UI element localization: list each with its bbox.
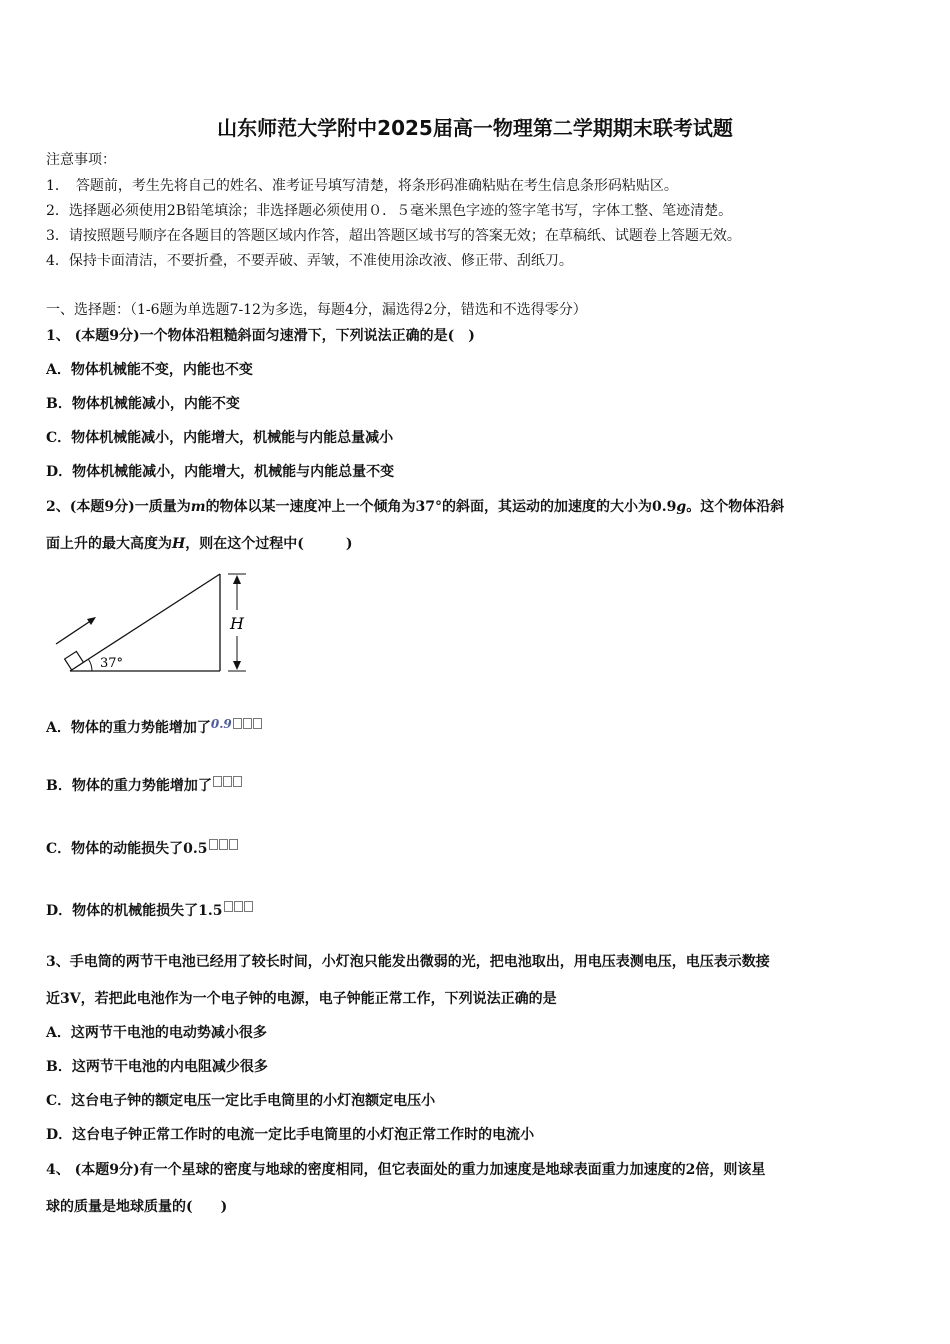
q3-option-d: D．这台电子钟正常工作时的电流一定比手电筒里的小灯泡正常工作时的电流小: [46, 1127, 535, 1143]
missing-glyph-icon: [229, 839, 238, 850]
notice-heading: 注意事项：: [46, 152, 116, 168]
velocity-arrow: [56, 620, 92, 644]
q2-stem-text: 。这个物体沿斜: [686, 499, 785, 515]
question-3-stem-line1: 3、手电筒的两节干电池已经用了较长时间，小灯泡只能发出微弱的光，把电池取出，用电压表测电压，电压表示数接: [46, 954, 770, 970]
section-heading: 一、选择题：（1-6题为单选题7-12为多选，每题4分，漏选得2分，错选和不选得零分）: [46, 302, 587, 318]
q2-option-d-text: D．物体的机械能损失了1.5: [46, 903, 223, 919]
dim-arrow-icon: [233, 661, 241, 670]
angle-label: 37°: [100, 656, 124, 671]
arrow-head-icon: [87, 617, 96, 625]
missing-glyph-icon: [243, 718, 252, 729]
question-3-stem-line2: 近3V，若把此电池作为一个电子钟的电源，电子钟能正常工作，下列说法正确的是: [46, 991, 557, 1007]
q1-option-a: A．物体机械能不变，内能也不变: [46, 362, 253, 378]
question-2-stem-line2: [46, 534, 352, 554]
q3-option-a: A．这两节干电池的电动势减小很多: [46, 1025, 267, 1041]
missing-glyph-icon: [233, 718, 242, 729]
missing-glyph-icon: [213, 776, 222, 787]
q1-option-d: D．物体机械能减小，内能增大，机械能与内能总量不变: [46, 464, 395, 480]
q2-stem-text: 的物体以某一速度冲上一个倾角为37°的斜面，其运动的加速度的大小为0.9: [205, 499, 677, 515]
missing-glyph-icon: [224, 901, 233, 912]
q2-stem-text: 面上升的最大高度为: [46, 536, 172, 552]
q2-option-c-text: C．物体的动能损失了0.5: [46, 841, 208, 857]
page-title: 山东师范大学附中2025届高一物理第二学期期末联考试题: [217, 116, 733, 140]
angle-arc: [89, 659, 93, 671]
height-label: H: [230, 614, 244, 633]
missing-glyph-icon: [209, 839, 218, 850]
missing-glyph-icon: [244, 901, 253, 912]
dim-arrow-icon: [233, 575, 241, 584]
q2-gravity-symbol: g: [676, 499, 687, 515]
question-1-stem: 1、 (本题9分)一个物体沿粗糙斜面匀速滑下，下列说法正确的是( ): [46, 328, 475, 344]
q2-option-a: [46, 714, 262, 738]
missing-glyph-icon: [219, 839, 228, 850]
missing-glyph-icon: [253, 718, 262, 729]
notice-item: 3．请按照题号顺序在各题目的答题区域内作答，超出答题区域书写的答案无效；在草稿纸、试题卷上答题无效。: [46, 228, 741, 244]
formula-fragment: 0.9: [210, 717, 232, 731]
q3-option-b: B．这两节干电池的内电阻减少很多: [46, 1059, 268, 1075]
notice-item: 1． 答题前，考生先将自己的姓名、准考证号填写清楚，将条形码准确粘贴在考生信息条形码粘贴区。: [46, 178, 678, 194]
missing-glyph-icon: [233, 776, 242, 787]
q1-option-c: C．物体机械能减小，内能增大，机械能与内能总量减小: [46, 430, 394, 446]
q2-option-a-text: A．物体的重力势能增加了: [46, 720, 211, 736]
missing-glyph-icon: [223, 776, 232, 787]
q2-option-d: [46, 901, 253, 921]
q2-mass-symbol: m: [190, 499, 206, 515]
q2-height-symbol: H: [172, 536, 186, 552]
q2-stem-text: 2、(本题9分)一质量为: [46, 499, 191, 515]
q2-option-b: [46, 776, 242, 796]
q1-option-b: B．物体机械能减小，内能不变: [46, 396, 240, 412]
q3-option-c: C．这台电子钟的额定电压一定比手电筒里的小灯泡额定电压小: [46, 1093, 436, 1109]
question-4-stem-line1: 4、 (本题9分)有一个星球的密度与地球的密度相同，但它表面处的重力加速度是地球表面重力加速度的2倍，则该星: [46, 1162, 766, 1178]
notice-item: 4．保持卡面清洁，不要折叠，不要弄破、弄皱，不准使用涂改液、修正带、刮纸刀。: [46, 253, 573, 269]
notice-item: 2．选择题必须使用2B铅笔填涂；非选择题必须使用０．５毫米黑色字迹的签字笔书写，字体工整、笔迹清楚。: [46, 203, 733, 219]
missing-glyph-icon: [234, 901, 243, 912]
question-4-stem-line2: 球的质量是地球质量的( ): [46, 1199, 228, 1215]
q2-option-b-text: B．物体的重力势能增加了: [46, 778, 212, 794]
q2-stem-text: ，则在这个过程中( ): [185, 536, 353, 552]
question-2-stem-line1: [46, 497, 784, 517]
block: [65, 651, 84, 670]
incline-figure: [46, 566, 266, 676]
q2-option-c: [46, 839, 238, 859]
